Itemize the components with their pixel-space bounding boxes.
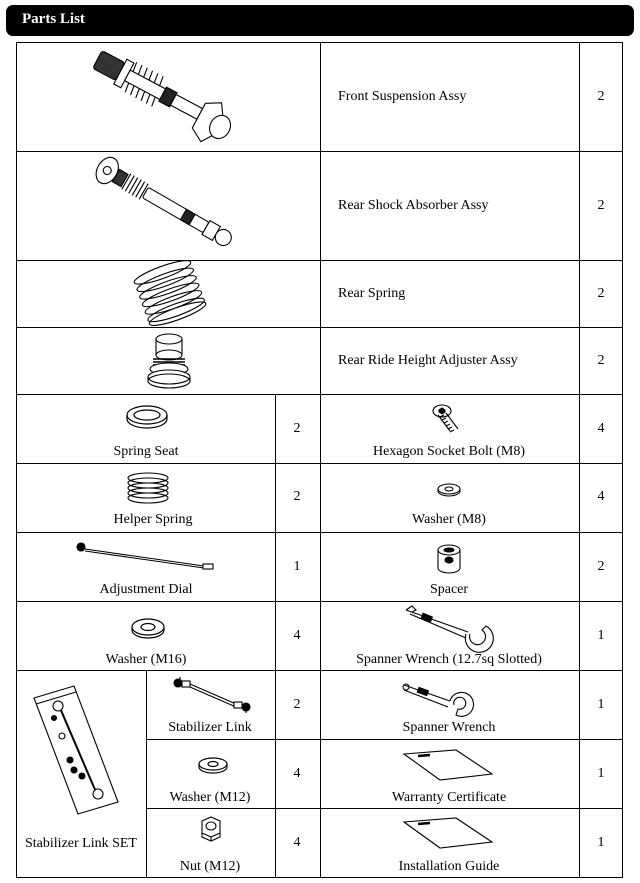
stabilizer-link-icon bbox=[172, 675, 252, 720]
part-qty: 2 bbox=[597, 353, 605, 368]
part-name: Spanner Wrench (12.7sq Slotted) bbox=[356, 652, 542, 667]
washer-icon bbox=[436, 482, 462, 503]
part-qty: 1 bbox=[293, 559, 301, 574]
coil-spring-icon bbox=[130, 263, 210, 328]
part-qty: 2 bbox=[597, 286, 605, 301]
part-qty: 1 bbox=[597, 697, 605, 712]
part-qty: 2 bbox=[597, 559, 605, 574]
page-title: Parts List bbox=[22, 11, 85, 27]
part-name: Washer (M16) bbox=[105, 652, 187, 667]
washer-icon bbox=[196, 756, 230, 781]
document-sheet-icon bbox=[400, 816, 496, 857]
part-name: Spanner Wrench bbox=[402, 720, 496, 735]
spanner-wrench-icon bbox=[400, 604, 496, 653]
part-name: Front Suspension Assy bbox=[338, 89, 467, 104]
part-qty: 2 bbox=[293, 697, 301, 712]
part-name: Installation Guide bbox=[398, 859, 500, 874]
socket-bolt-icon bbox=[431, 403, 461, 442]
spacer-icon bbox=[436, 544, 462, 581]
part-name: Nut (M12) bbox=[179, 859, 241, 874]
part-qty: 2 bbox=[293, 421, 301, 436]
part-name: Helper Spring bbox=[113, 512, 193, 527]
hex-nut-icon bbox=[196, 815, 226, 850]
part-name: Rear Ride Height Adjuster Assy bbox=[338, 353, 518, 368]
part-name: Rear Spring bbox=[338, 286, 406, 301]
part-name: Spacer bbox=[429, 582, 469, 597]
part-qty: 2 bbox=[597, 198, 605, 213]
part-qty: 4 bbox=[293, 766, 301, 781]
part-name: Stabilizer Link bbox=[168, 720, 252, 735]
part-qty: 4 bbox=[293, 628, 301, 643]
adjustment-dial-icon bbox=[75, 541, 215, 576]
part-qty: 1 bbox=[597, 835, 605, 850]
helper-spring-icon bbox=[125, 471, 171, 510]
part-qty: 4 bbox=[597, 421, 605, 436]
part-name: Stabilizer Link SET bbox=[25, 836, 137, 851]
part-qty: 2 bbox=[293, 489, 301, 504]
part-qty: 1 bbox=[597, 628, 605, 643]
part-name: Adjustment Dial bbox=[99, 582, 193, 597]
part-qty: 1 bbox=[597, 766, 605, 781]
stabilizer-kit-bag-icon bbox=[30, 684, 122, 821]
part-qty: 4 bbox=[293, 835, 301, 850]
washer-icon bbox=[129, 617, 167, 646]
part-name: Hexagon Socket Bolt (M8) bbox=[372, 444, 526, 459]
document-sheet-icon bbox=[400, 748, 496, 789]
shock-absorber-icon bbox=[86, 156, 248, 259]
part-name: Washer (M8) bbox=[412, 512, 486, 527]
part-qty: 2 bbox=[597, 89, 605, 104]
spring-seat-icon bbox=[124, 403, 170, 434]
height-adjuster-icon bbox=[145, 331, 193, 394]
part-name: Warranty Certificate bbox=[391, 790, 507, 805]
part-qty: 4 bbox=[597, 489, 605, 504]
part-name: Rear Shock Absorber Assy bbox=[338, 198, 489, 213]
coilover-strut-icon bbox=[88, 45, 248, 154]
spanner-wrench-icon bbox=[400, 679, 482, 724]
parts-list-header bbox=[6, 5, 634, 36]
part-name: Washer (M12) bbox=[169, 790, 251, 805]
part-name: Spring Seat bbox=[113, 444, 179, 459]
